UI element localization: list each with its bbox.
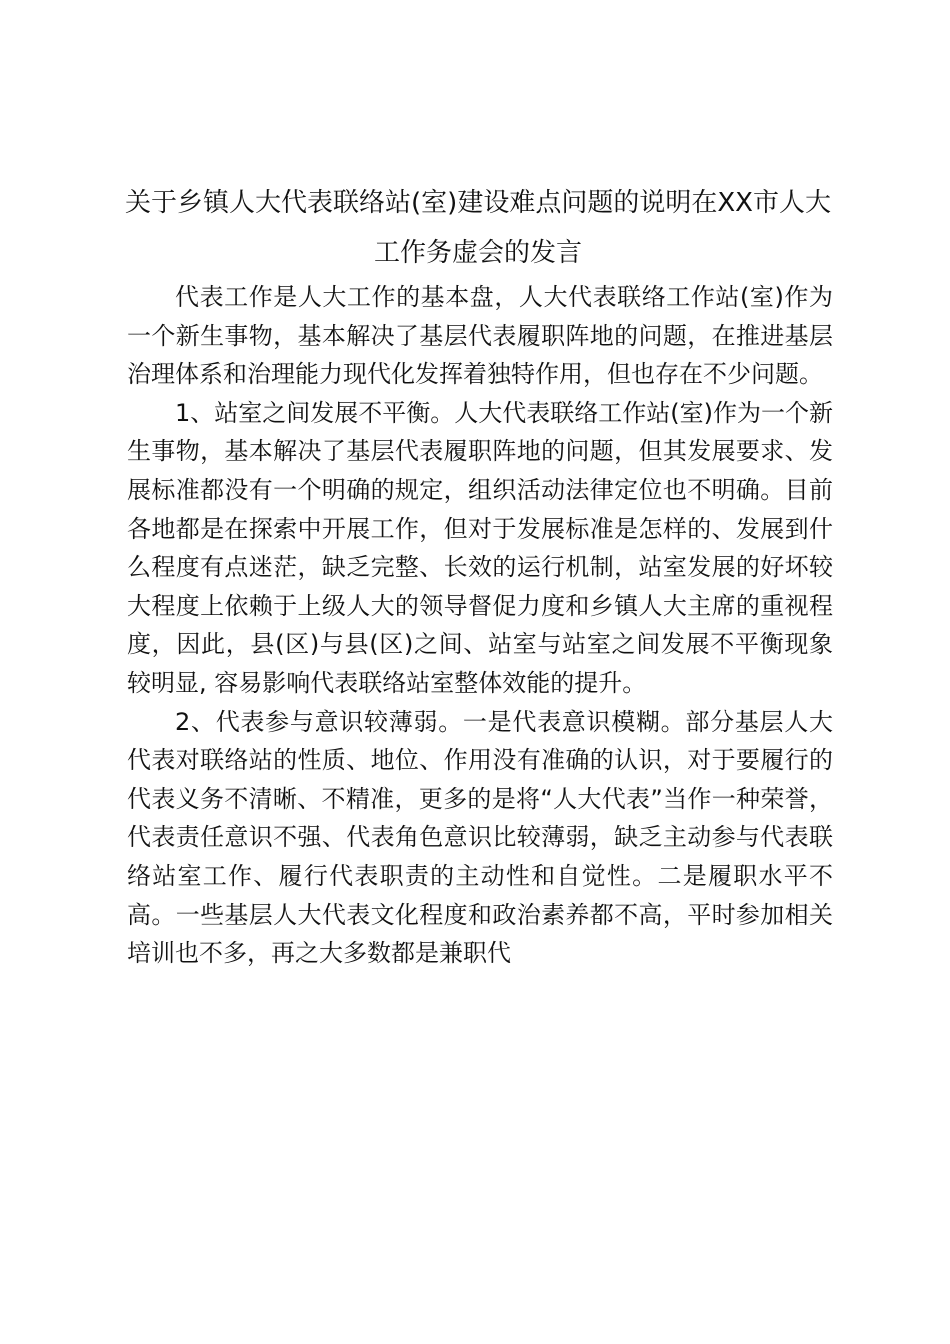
document-body (127, 278, 833, 973)
document-title: 关于乡镇人大代表联络站(室)建设难点问题的说明在XX市人大工作务虚会的发言 (125, 188, 831, 268)
paragraph-intro: 代表工作是人大工作的基本盘，人大代表联络工作站(室)作为一个新生事物，基本解决了基层代表履职阵地的问题，在推进基层治理体系和治理能力现代化发挥着独特作用，但也存在不少问题。 (127, 283, 833, 389)
paragraph-point-2: 2、代表参与意识较薄弱。一是代表意识模糊。部分基层人大代表对联络站的性质、地位、作用没有准确的认识，对于要履行的代表义务不清晰、不精准，更多的是将“人大代表”当作一种荣誉，代表责任意识不强、代表角色意识比较薄弱，缺乏主动参与代表联络站室工作、履行代表职责的主动性和自觉性。二是履职水平不高。一些基层人大代表文化程度和政治素养都不高，平时参加相关培训也不多，再之大多数都是兼职代 (127, 707, 833, 968)
paragraph-point-1: 1、站室之间发展不平衡。人大代表联络工作站(室)作为一个新生事物，基本解决了基层代表履职阵地的问题，但其发展要求、发展标准都没有一个明确的规定，组织活动法律定位也不明确。目前各地都是在探索中开展工作，但对于发展标准是怎样的、发展到什么程度有点迷茫，缺乏完整、长效的运行机制，站室发展的好坏较大程度上依赖于上级人大的领导督促力度和乡镇人大主席的重视程度，因此，县(区)与县(区)之间、站室与站室之间发展不平衡现象较明显, 容易影响代表联络站室整体效能的提升。 (127, 398, 833, 697)
